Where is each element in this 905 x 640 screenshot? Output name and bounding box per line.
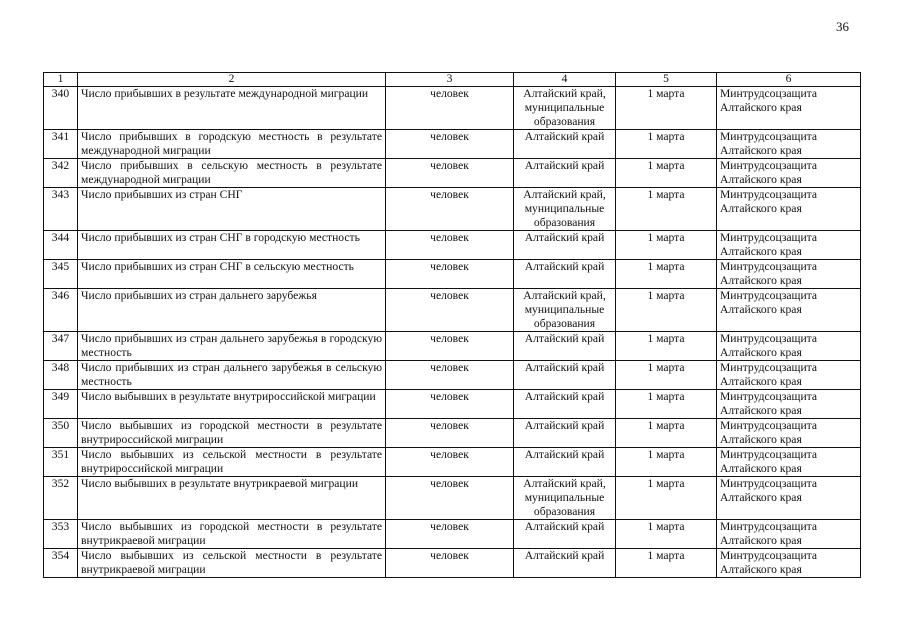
row-number: 342 xyxy=(44,159,78,188)
column-header: 1 xyxy=(44,73,78,87)
row-number: 348 xyxy=(44,361,78,390)
table-row xyxy=(44,130,861,159)
territory: Алтайский край, муниципальные образования xyxy=(514,289,616,332)
indicators-table xyxy=(43,72,861,578)
table-row xyxy=(44,260,861,289)
deadline-date: 1 марта xyxy=(616,477,717,520)
indicator-name: Число выбывших из городской местности в результате внутрикраевой миграции xyxy=(78,520,386,549)
indicator-name: Число прибывших из стран СНГ в городскую местность xyxy=(78,231,386,260)
unit-of-measure: человек xyxy=(386,477,514,520)
territory: Алтайский край xyxy=(514,520,616,549)
row-number: 352 xyxy=(44,477,78,520)
table-row xyxy=(44,549,861,578)
indicator-name: Число выбывших в результате внутрикраевой миграции xyxy=(78,477,386,520)
responsible-agency: Минтрудсоцзащита Алтайского края xyxy=(717,419,861,448)
unit-of-measure: человек xyxy=(386,361,514,390)
deadline-date: 1 марта xyxy=(616,87,717,130)
indicator-name: Число прибывших из стран СНГ xyxy=(78,188,386,231)
table-row xyxy=(44,188,861,231)
responsible-agency: Минтрудсоцзащита Алтайского края xyxy=(717,289,861,332)
responsible-agency: Минтрудсоцзащита Алтайского края xyxy=(717,361,861,390)
row-number: 343 xyxy=(44,188,78,231)
deadline-date: 1 марта xyxy=(616,549,717,578)
indicator-name: Число выбывших из сельской местности в результате внутрикраевой миграции xyxy=(78,549,386,578)
unit-of-measure: человек xyxy=(386,332,514,361)
deadline-date: 1 марта xyxy=(616,390,717,419)
territory: Алтайский край, муниципальные образования xyxy=(514,188,616,231)
unit-of-measure: человек xyxy=(386,159,514,188)
row-number: 346 xyxy=(44,289,78,332)
responsible-agency: Минтрудсоцзащита Алтайского края xyxy=(717,188,861,231)
unit-of-measure: человек xyxy=(386,549,514,578)
responsible-agency: Минтрудсоцзащита Алтайского края xyxy=(717,332,861,361)
territory: Алтайский край xyxy=(514,448,616,477)
deadline-date: 1 марта xyxy=(616,289,717,332)
row-number: 349 xyxy=(44,390,78,419)
table-row xyxy=(44,448,861,477)
row-number: 350 xyxy=(44,419,78,448)
row-number: 353 xyxy=(44,520,78,549)
responsible-agency: Минтрудсоцзащита Алтайского края xyxy=(717,477,861,520)
indicator-name: Число прибывших в сельскую местность в результате международной миграции xyxy=(78,159,386,188)
column-header: 3 xyxy=(386,73,514,87)
row-number: 347 xyxy=(44,332,78,361)
indicator-name: Число прибывших из стран СНГ в сельскую местность xyxy=(78,260,386,289)
deadline-date: 1 марта xyxy=(616,419,717,448)
deadline-date: 1 марта xyxy=(616,188,717,231)
responsible-agency: Минтрудсоцзащита Алтайского края xyxy=(717,130,861,159)
table-row xyxy=(44,361,861,390)
unit-of-measure: человек xyxy=(386,289,514,332)
row-number: 341 xyxy=(44,130,78,159)
column-header: 2 xyxy=(78,73,386,87)
unit-of-measure: человек xyxy=(386,130,514,159)
deadline-date: 1 марта xyxy=(616,231,717,260)
territory: Алтайский край xyxy=(514,361,616,390)
table-row xyxy=(44,419,861,448)
table-row xyxy=(44,332,861,361)
row-number: 354 xyxy=(44,549,78,578)
table-row xyxy=(44,159,861,188)
unit-of-measure: человек xyxy=(386,520,514,549)
table-body xyxy=(44,73,861,578)
unit-of-measure: человек xyxy=(386,188,514,231)
table-row xyxy=(44,231,861,260)
responsible-agency: Минтрудсоцзащита Алтайского края xyxy=(717,87,861,130)
territory: Алтайский край xyxy=(514,231,616,260)
territory: Алтайский край xyxy=(514,419,616,448)
unit-of-measure: человек xyxy=(386,260,514,289)
table-row xyxy=(44,87,861,130)
territory: Алтайский край xyxy=(514,549,616,578)
territory: Алтайский край xyxy=(514,130,616,159)
indicator-name: Число выбывших в результате внутрироссийской миграции xyxy=(78,390,386,419)
table-header-row xyxy=(44,73,861,87)
responsible-agency: Минтрудсоцзащита Алтайского края xyxy=(717,520,861,549)
row-number: 345 xyxy=(44,260,78,289)
responsible-agency: Минтрудсоцзащита Алтайского края xyxy=(717,231,861,260)
deadline-date: 1 марта xyxy=(616,159,717,188)
unit-of-measure: человек xyxy=(386,448,514,477)
deadline-date: 1 марта xyxy=(616,361,717,390)
responsible-agency: Минтрудсоцзащита Алтайского края xyxy=(717,448,861,477)
row-number: 344 xyxy=(44,231,78,260)
territory: Алтайский край, муниципальные образования xyxy=(514,477,616,520)
territory: Алтайский край xyxy=(514,260,616,289)
territory: Алтайский край xyxy=(514,159,616,188)
territory: Алтайский край xyxy=(514,390,616,419)
deadline-date: 1 марта xyxy=(616,130,717,159)
responsible-agency: Минтрудсоцзащита Алтайского края xyxy=(717,390,861,419)
responsible-agency: Минтрудсоцзащита Алтайского края xyxy=(717,260,861,289)
table-row xyxy=(44,477,861,520)
territory: Алтайский край, муниципальные образования xyxy=(514,87,616,130)
column-header: 6 xyxy=(717,73,861,87)
unit-of-measure: человек xyxy=(386,231,514,260)
page-number: 36 xyxy=(836,19,849,34)
table-row xyxy=(44,390,861,419)
indicator-name: Число прибывших в результате международной миграции xyxy=(78,87,386,130)
responsible-agency: Минтрудсоцзащита Алтайского края xyxy=(717,159,861,188)
indicator-name: Число выбывших из сельской местности в результате внутрироссийской миграции xyxy=(78,448,386,477)
responsible-agency: Минтрудсоцзащита Алтайского края xyxy=(717,549,861,578)
table-row xyxy=(44,289,861,332)
indicator-name: Число выбывших из городской местности в результате внутрироссийской миграции xyxy=(78,419,386,448)
column-header: 4 xyxy=(514,73,616,87)
unit-of-measure: человек xyxy=(386,419,514,448)
indicator-name: Число прибывших из стран дальнего зарубежья в городскую местность xyxy=(78,332,386,361)
deadline-date: 1 марта xyxy=(616,520,717,549)
indicator-name: Число прибывших из стран дальнего зарубежья в сельскую местность xyxy=(78,361,386,390)
indicator-name: Число прибывших из стран дальнего зарубежья xyxy=(78,289,386,332)
row-number: 340 xyxy=(44,87,78,130)
indicator-name: Число прибывших в городскую местность в результате международной миграции xyxy=(78,130,386,159)
row-number: 351 xyxy=(44,448,78,477)
territory: Алтайский край xyxy=(514,332,616,361)
unit-of-measure: человек xyxy=(386,87,514,130)
table-row xyxy=(44,520,861,549)
column-header: 5 xyxy=(616,73,717,87)
deadline-date: 1 марта xyxy=(616,448,717,477)
deadline-date: 1 марта xyxy=(616,260,717,289)
unit-of-measure: человек xyxy=(386,390,514,419)
deadline-date: 1 марта xyxy=(616,332,717,361)
